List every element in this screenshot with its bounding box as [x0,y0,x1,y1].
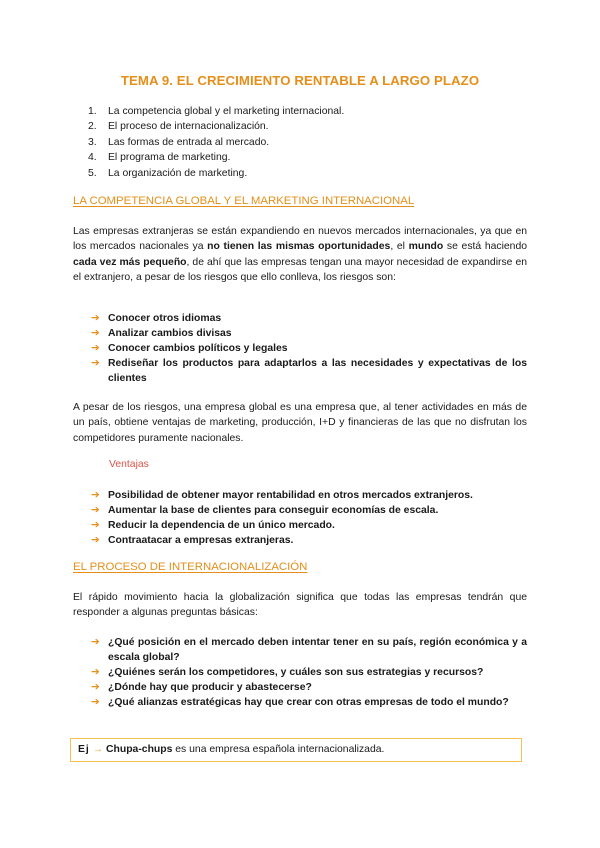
list-item: ➔ Analizar cambios divisas [91,328,232,339]
ventajas-label: Ventajas [109,459,149,470]
list-item: ➔ Conocer cambios políticos y legales [91,343,288,354]
advantages-list [91,488,527,548]
example-brand: Chupa-chups [106,744,173,755]
intro-paragraph: Las empresas extranjeras se están expandiendo en nuevos mercados internacionales, ya que en los mercados nacionales ya no tienen las mismas oportunidades, el mundo se está haciendo cada vez más pequeño, de ahí que las empresas tengan una mayor necesidad de expandirse en el extranjero, a pesar de los riesgos que ello conlleva, los riesgos son: [73,226,528,284]
list-item: ➔ Reducir la dependencia de un único mercado. [91,520,335,531]
list-item: ➔ ¿Dónde hay que producir y abastecerse? [91,682,312,693]
risks-list [91,311,527,386]
arrow-icon: ➔ [91,535,100,546]
section-heading-proceso-internacionalizacion: EL PROCESO DE INTERNACIONALIZACIÓN [73,561,308,573]
list-item: ➔ Posibilidad de obtener mayor rentabilidad en otros mercados extranjeros. [91,490,473,501]
questions-list [91,635,527,710]
arrow-icon: ➔ [91,667,100,678]
arrow-icon: ➔ [91,520,100,531]
list-item: ➔ Aumentar la base de clientes para conseguir economías de escala. [91,505,439,516]
toc-item: 3. Las formas de entrada al mercado. [88,136,270,148]
arrow-icon: ➔ [91,313,100,324]
list-item: ➔ Contraatacar a empresas extranjeras. [91,535,294,546]
section-heading-competencia-global: LA COMPETENCIA GLOBAL Y EL MARKETING INTERNACIONAL [73,195,415,207]
list-item: ➔ Conocer otros idiomas [91,313,222,324]
global-company-paragraph: A pesar de los riesgos, una empresa global es una empresa que, al tener actividades en más de un país, obtiene ventajas de marketing, producción, I+D y financieras de las que no disfrutan los competidores puramente nacionales. [73,402,527,444]
example-box [70,738,522,762]
list-item: ➔ ¿Qué posición en el mercado deben intentar tener en su país, región económica y a escala global? [91,637,527,663]
list-item: ➔ ¿Quiénes serán los competidores, y cuáles son sus estrategias y recursos? [91,667,484,678]
arrow-icon: ➔ [91,505,100,516]
arrow-icon: ➔ [91,490,100,501]
arrow-icon: ➔ [91,697,100,708]
internationalization-intro: El rápido movimiento hacia la globalización significa que todas las empresas tendrán que responder a algunas preguntas básicas: [73,592,527,619]
example-label: Ej [78,744,90,755]
arrow-icon: ➔ [91,637,100,648]
arrow-icon: ➔ [91,358,100,369]
toc-item: 5. La organización de marketing. [88,167,248,179]
toc-item: 2. El proceso de internacionalización. [88,121,269,133]
arrow-icon: ➔ [91,682,100,693]
toc-item: 1. La competencia global y el marketing internacional. [88,106,345,117]
list-item: ➔ ¿Qué alianzas estratégicas hay que crear con otras empresas de todo el mundo? [91,697,509,708]
example-text: es una empresa española internacionalizada. [172,744,385,755]
arrow-icon: → [92,744,104,755]
toc-item: 4. El programa de marketing. [88,152,231,164]
table-of-contents [88,104,344,181]
arrow-icon: ➔ [91,343,100,354]
arrow-icon: ➔ [91,328,100,339]
page-title: TEMA 9. EL CRECIMIENTO RENTABLE A LARGO PLAZO [120,73,480,88]
list-item: ➔ Rediseñar los productos para adaptarlos a las necesidades y expectativas de los clientes [91,358,527,384]
